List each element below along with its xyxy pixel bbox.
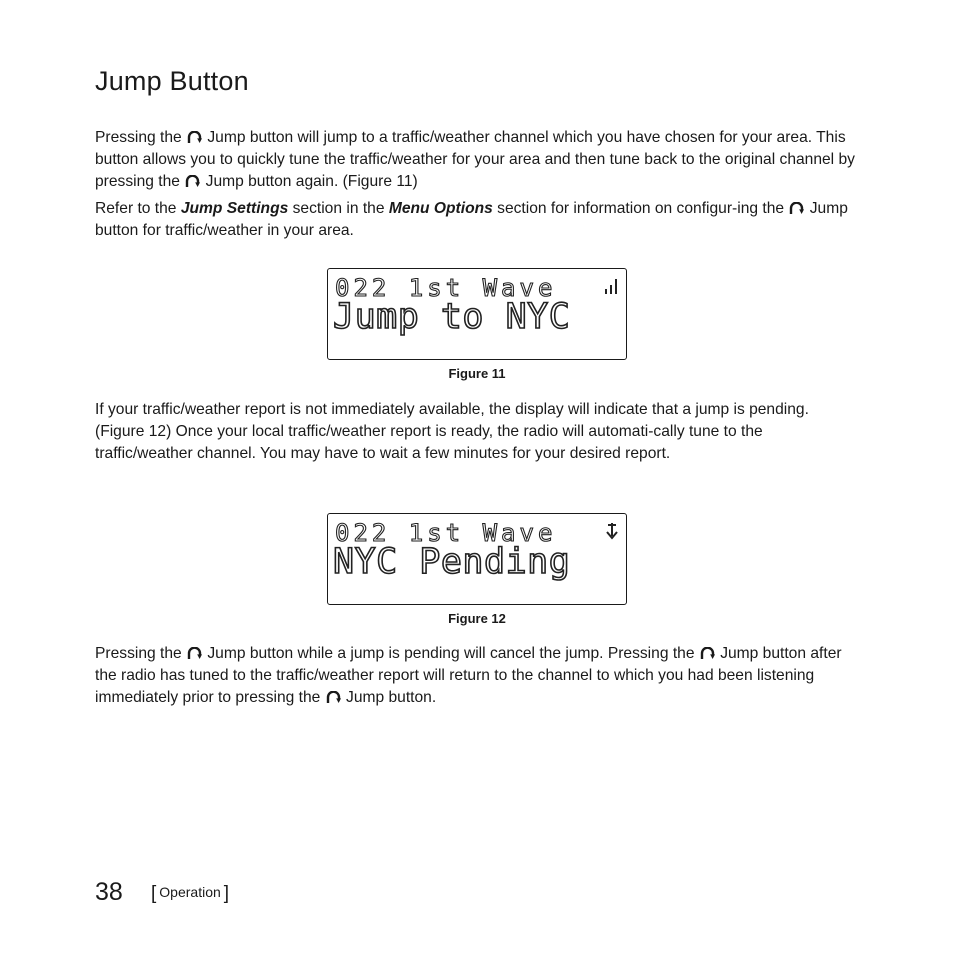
lcd-display-figure-12: [327, 513, 627, 605]
bracket-close: ]: [223, 883, 230, 904]
paragraph-jump-settings: [95, 198, 860, 242]
text-span: Jump button.: [346, 689, 437, 706]
paragraph-jump-pending: If your traffic/weather report is not immediately available, the display will indicate that a jump is pending. (Figure 12) Once your local traffic/weather report is ready, the radio will automati-cally tune to the traffic/weather channel. You may have to wait a few minutes for your desired report.: [95, 401, 809, 462]
text-span: Pressing the: [95, 645, 182, 662]
lcd-channel-line: 022 1st Wave: [335, 274, 557, 302]
text-span: Jump button while a jump is pending will cancel the jump. Pressing the: [207, 645, 695, 662]
paragraph-jump-cancel: [95, 643, 860, 709]
figure-caption: Figure 12: [448, 611, 506, 626]
antenna-down-icon: [604, 522, 620, 545]
lcd-status-line: NYC Pending: [333, 542, 571, 582]
jump-icon: [326, 691, 341, 703]
jump-icon: [187, 131, 202, 143]
signal-strength-icon: [604, 277, 620, 300]
paragraph-jump-intro: [95, 127, 860, 193]
section-name: Operation: [159, 884, 221, 900]
page-title: Jump Button: [95, 66, 249, 96]
jump-icon: [700, 647, 715, 659]
jump-icon: [789, 202, 804, 214]
section-label: [151, 883, 229, 905]
text-span: Jump button again. (Figure 11): [205, 173, 418, 190]
jump-icon: [185, 175, 200, 187]
page-number: 38: [95, 878, 123, 906]
bracket-open: [: [151, 883, 157, 904]
text-span: Jump button after the radio has tuned to the traffic/weather report will return to the channel to which you had been listening immediately prior to pressing the: [95, 645, 842, 706]
text-span: section in the: [292, 200, 385, 217]
lcd-channel-line: 022 1st Wave: [335, 519, 557, 547]
text-span: Refer to the: [95, 200, 177, 217]
figure-caption: Figure 11: [448, 366, 506, 381]
text-span: Pressing the: [95, 129, 182, 146]
menu-options-reference: Menu Options: [388, 200, 493, 217]
lcd-status-line: Jump to NYC: [333, 297, 571, 337]
text-span: section for information on configur-ing the: [497, 200, 785, 217]
text-span: Jump button for traffic/weather in your area.: [95, 200, 848, 239]
text-span: Jump button will jump to a traffic/weather channel which you have chosen for your area. This button allows you to quickly tune the traffic/weather for your area and then tune back to the original channel by pressing the: [95, 129, 855, 190]
lcd-display-figure-11: [327, 268, 627, 360]
jump-icon: [187, 647, 202, 659]
jump-settings-reference: Jump Settings: [180, 200, 289, 217]
